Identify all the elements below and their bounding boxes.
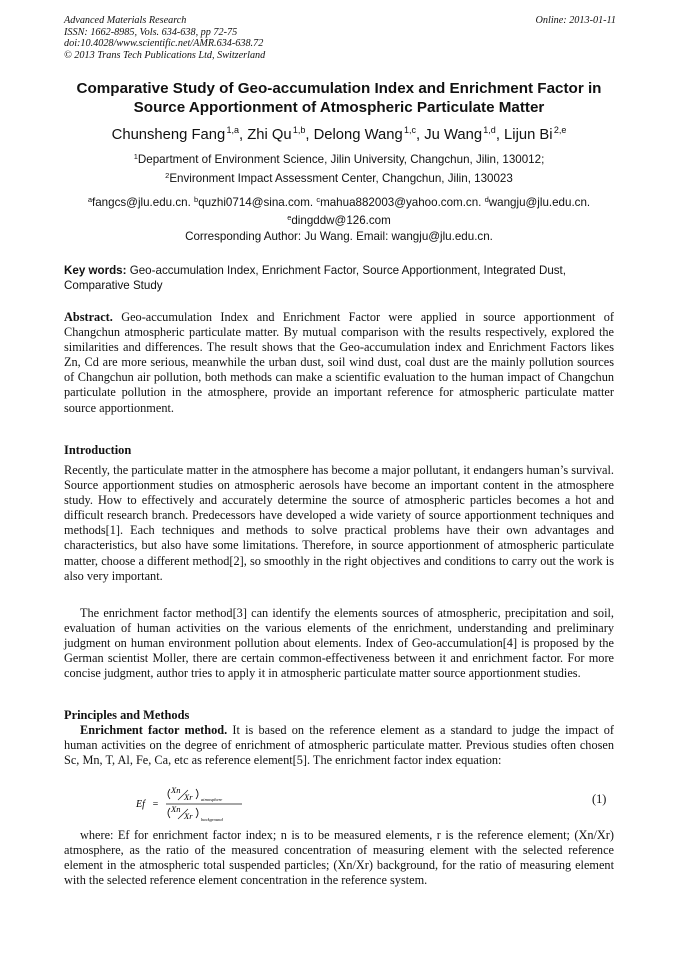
intro-paragraph-2: The enrichment factor method[3] can identify the elements sources of atmospheric, precipitation and soil, evaluation of human activities on the various elements of the enrichment, understanding and preliminary judgment on human environment pollution about elements. Index of Geo-accumulation[4] is proposed by the German scientist Moller, there are certain common-effectiveness between it and enrichment factor. For more concise judgment, author tries to apply it in atmospheric particulate matter source apportionment studies. (64, 606, 614, 681)
abstract-label: Abstract. (64, 310, 113, 324)
title-line-1: Comparative Study of Geo-accumulation Index and Enrichment Factor in (76, 80, 602, 97)
keywords-label: Key words: (64, 264, 127, 277)
abstract-text: Geo-accumulation Index and Enrichment Factor were applied in source apportionment of Changchun atmospheric particulate matter. By mutual comparison with the results respectively, explored the similarities and differences. The result shows that the Geo-accumulation index and Enrichment Factors likes Zn, Cd are more serious, meanwhile the urban dust, soil wind dust, coal dust are the mainly pollution sources of Changchun air pollution, both methods can make a scientific evaluation to the human impact of Changchun particulate pollution in the atmosphere, provide an important reference for atmospheric particulate matter source apportionment. (64, 310, 614, 415)
corresponding-author: Corresponding Author: Ju Wang. Email: wangju@jlu.edu.cn. (185, 230, 493, 243)
copyright-line: © 2013 Trans Tech Publications Ltd, Switzerland (64, 49, 266, 61)
section-heading-methods: Principles and Methods (64, 708, 190, 722)
eq-num-xr: Xr (184, 792, 193, 802)
intro-paragraph-1: Recently, the particulate matter in the atmosphere has become a major pollutant, it endangers human’s survival. Source apportionment studies on atmospheric aerosols have become an important content in the atmosphere study. How to effectively and accurately determine the source of atmospheric particles becomes a hot and difficult research branch. Predecessors have developed a wide variety of source apportionment techniques and methods[1]. Each techniques and methods to solve practical problems have their own advantages and characteristics, but also have some limitations. Therefore, in source apportionment of atmospheric particulate matter, choose a different method[2], so smoothly in the right objectives and conditions to carry out the work is also very important. (64, 463, 614, 583)
paren-close (196, 789, 198, 799)
email-a: $^a$fangcs@jlu.edu.cn. (87, 195, 195, 209)
where-paragraph: where: Ef for enrichment factor index; n is to be measured elements, r is the reference element; (Xn/Xr) atmosphere, as the ratio of the measured concentration of measuring element with the selected reference element in the atmospheric total suspended particles; (Xn/Xr) background, for the ratio of measuring element with the selected reference element concentration in the reference system. (64, 828, 614, 888)
author: Chunsheng Fang $^{1,a}$, (111, 125, 248, 143)
paren-open (168, 808, 170, 818)
issn-line: ISSN: 1662-8985, Vols. 634-638, pp 72-75 (64, 26, 238, 38)
ef-method-label: Enrichment factor method. (80, 723, 228, 737)
author: Delong Wang $^{1,c}$, (313, 125, 425, 143)
keywords (64, 264, 614, 293)
eq-sub-atmosphere: atmosphere (201, 797, 223, 802)
eq-lhs: Ef (136, 799, 145, 810)
eq-num-xn: Xn (171, 785, 181, 795)
author: Lijun Bi $^{2,e}$ (504, 125, 567, 143)
title-line-2: Source Apportionment of Atmospheric Particulate Matter (133, 99, 545, 116)
email-list (40, 192, 638, 228)
keywords-text: Geo-accumulation Index, Enrichment Factor, Source Apportionment, Integrated Dust, Comparative Study (64, 264, 567, 292)
email-c: $^c$mahua882003@yahoo.com.cn. (316, 195, 485, 209)
eq-den-xn: Xn (171, 804, 181, 814)
online-date: Online: 2013-01-11 (535, 15, 616, 26)
email-b: $^b$quzhi0714@sina.com. (194, 195, 317, 209)
section-heading-introduction: Introduction (64, 443, 132, 457)
journal-name: Advanced Materials Research (64, 15, 187, 26)
ef-method-paragraph: Enrichment factor method. It is based on the reference element as a standard to judge the impact of human activities on the degree of enrichment of atmospheric particulate matter. Previous studies often chosen Sc, Mn, T, Al, Fe, Ca, etc as reference element[5]. The enrichment factor index equation: (64, 723, 614, 768)
paren-close (196, 808, 198, 818)
author: Zhi Qu $^{1,b}$, (247, 125, 314, 143)
email-d: $^d$wangju@jlu.edu.cn. (484, 195, 591, 209)
enrichment-factor-equation (134, 779, 254, 829)
eq-sub-background: background (201, 817, 223, 822)
journal-header (64, 15, 616, 61)
eq-den-xr: Xr (184, 811, 193, 821)
eq-equals: = (152, 799, 159, 810)
affiliation-1: $^1$Department of Environment Science, Jilin University, Changchun, Jilin, 130012; (133, 152, 545, 166)
paper-title (50, 79, 628, 117)
abstract (64, 310, 614, 416)
email-e: $^e$dingddw@126.com (287, 213, 391, 227)
author: Ju Wang $^{1,d}$, (424, 125, 505, 143)
equation-number: (1) (592, 792, 607, 806)
affiliation-2: $^2$Environment Impact Assessment Center, Changchun, Jilin, 130023 (165, 171, 513, 185)
author-list (40, 120, 638, 145)
doi-line: doi:10.4028/www.scientific.net/AMR.634-638.72 (64, 38, 264, 50)
paren-open (168, 789, 170, 799)
